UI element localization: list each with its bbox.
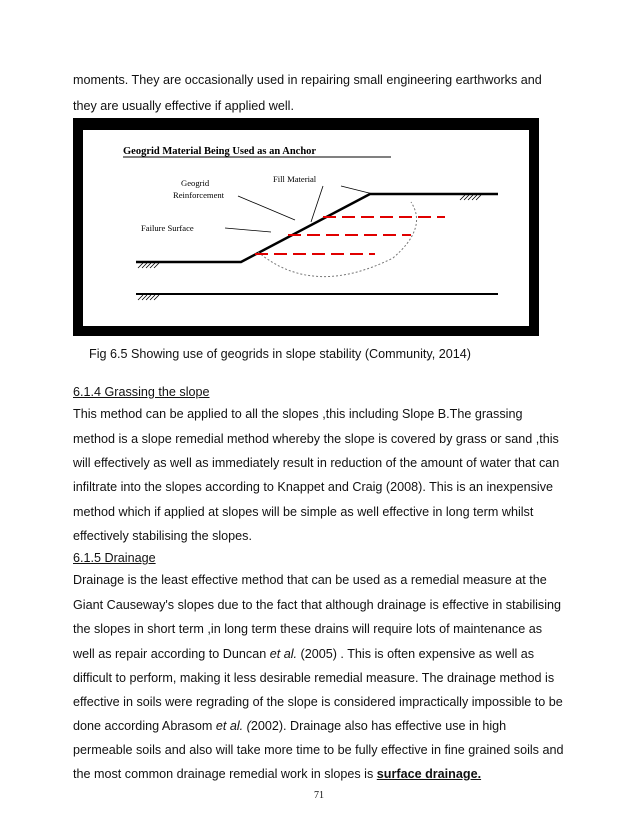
label-fill-material: Fill Material xyxy=(273,174,317,184)
drainage-line-9-bold: surface drainage. xyxy=(376,767,482,781)
drainage-line-7-a: done according Abrasom xyxy=(73,719,216,733)
heading-drainage: 6.1.5 Drainage xyxy=(73,551,156,565)
drainage-line-5: difficult to perform, making it less desirable remedial measure. The drainage method is xyxy=(73,671,555,685)
label-failure-surface: Failure Surface xyxy=(141,223,194,233)
page-number: 71 xyxy=(314,790,324,801)
drainage-line-4-a: well as repair according to Duncan xyxy=(73,647,270,661)
drainage-line-9 xyxy=(73,766,481,782)
drainage-line-6: effective in soils were regrading of the slope is considered impractically impossible to be xyxy=(73,695,563,709)
label-reinforcement: Reinforcement xyxy=(173,190,225,200)
grassing-line-4: infiltrate into the slopes according to Knappet and Craig (2008). This is an inexpensive xyxy=(73,480,554,494)
drainage-line-4-em: et al. xyxy=(269,647,298,661)
grassing-line-3: will effectively as well as immediately result in reduction of the amount of water that can xyxy=(73,456,560,470)
diagram-title: Geogrid Material Being Used as an Anchor xyxy=(123,146,317,157)
grassing-line-2: method is a slope remedial method whereby the slope is covered by grass or sand ,this xyxy=(73,432,559,446)
grassing-line-1: This method can be applied to all the slopes ,this including Slope B.The grassing xyxy=(73,407,523,421)
heading-grassing: 6.1.4 Grassing the slope xyxy=(73,385,210,399)
figure-caption: Fig 6.5 Showing use of geogrids in slope stability (Community, 2014) xyxy=(89,347,471,361)
drainage-line-7 xyxy=(73,718,506,734)
drainage-line-8: permeable soils and also will take more time to be fully effective in fine grained soils and xyxy=(73,743,564,757)
drainage-line-1: Drainage is the least effective method that can be used as a remedial measure at the xyxy=(73,573,547,587)
label-geogrid: Geogrid xyxy=(181,178,210,188)
geogrid-figure xyxy=(73,118,539,336)
drainage-line-7-em: et al. ( xyxy=(215,719,251,733)
grassing-line-5: method which if applied at slopes will be simple as well effective in long term whilst xyxy=(73,505,534,519)
drainage-line-3: the slopes in short term ,in long term these drains will require lots of maintenance as xyxy=(73,622,542,636)
intro-line-2: they are usually effective if applied well. xyxy=(73,99,294,113)
drainage-line-9-a: the most common drainage remedial work in slopes is xyxy=(73,767,377,781)
drainage-line-2: Giant Causeway's slopes due to the fact that although drainage is effective in stabilising xyxy=(73,598,562,612)
geogrid-diagram xyxy=(73,118,539,336)
drainage-line-4-b: (2005) . This is often expensive as well as xyxy=(297,647,535,661)
drainage-line-7-b: 2002). Drainage also has effective use in high xyxy=(250,719,507,733)
intro-line-1: moments. They are occasionally used in repairing small engineering earthworks and xyxy=(73,73,542,87)
drainage-line-4 xyxy=(73,646,534,662)
grassing-line-6: effectively stabilising the slopes. xyxy=(73,529,252,543)
